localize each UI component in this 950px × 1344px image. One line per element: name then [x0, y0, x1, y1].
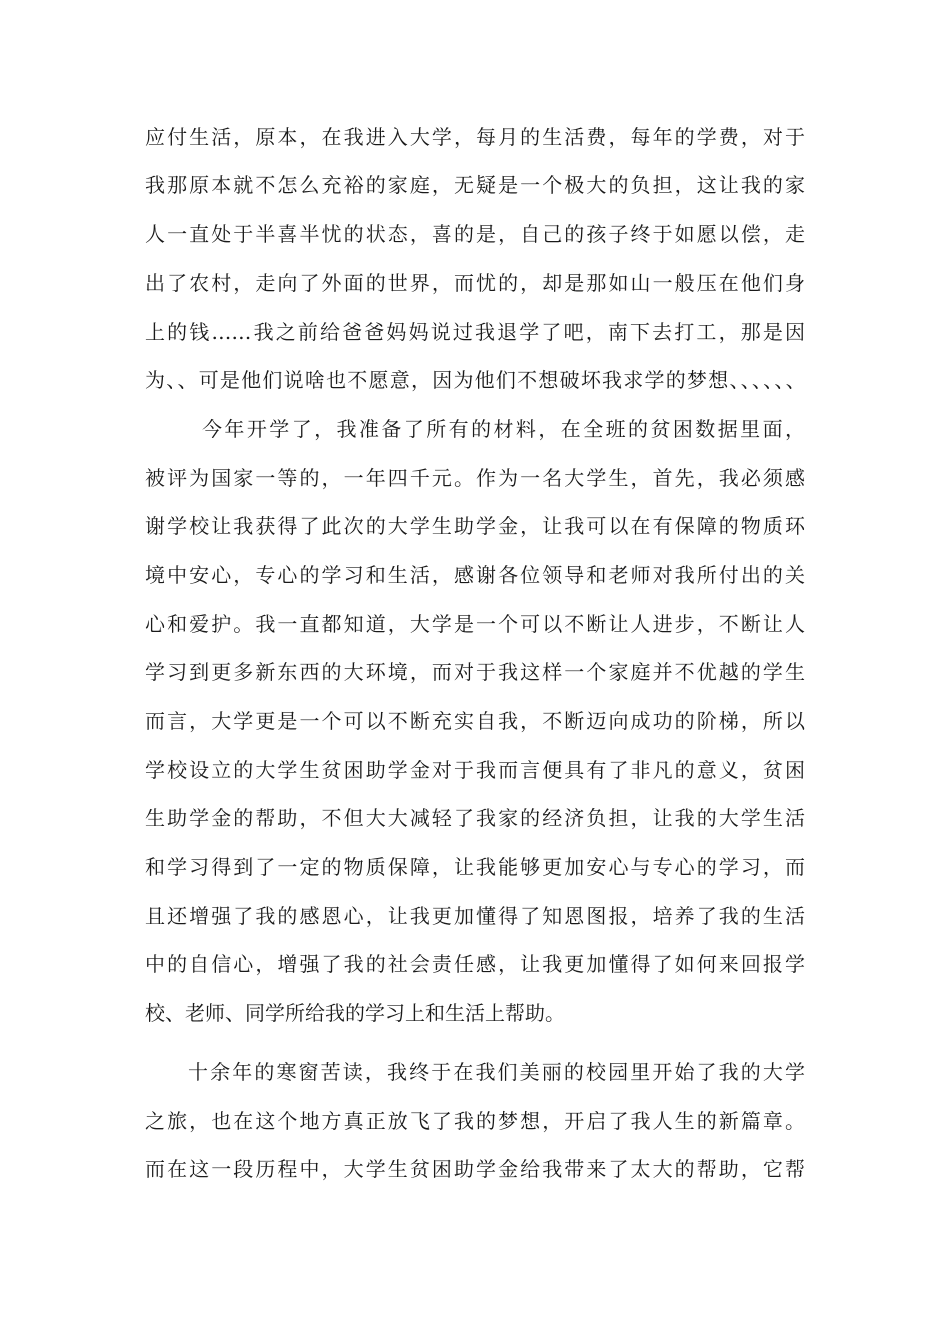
text-line: 上的钱……我之前给爸爸妈妈说过我退学了吧，南下去打工，那是因	[145, 320, 805, 344]
paragraph-end-line: 校、老师、同学所给我的学习上和生活上帮助。	[145, 1001, 565, 1025]
text-line: 学习到更多新东西的大环境，而对于我这样一个家庭并不优越的学生	[145, 660, 805, 684]
text-line: 中的自信心，增强了我的社会责任感，让我更加懂得了如何来回报学	[145, 952, 805, 976]
paragraph-start-line: 今年开学了，我准备了所有的材料，在全班的贫困数据里面，	[202, 417, 805, 441]
text-line: 心和爱护。我一直都知道，大学是一个可以不断让人进步，不断让人	[145, 612, 805, 636]
text-line: 学校设立的大学生贫困助学金对于我而言便具有了非凡的意义，贫困	[145, 758, 805, 782]
text-line: 我那原本就不怎么充裕的家庭，无疑是一个极大的负担，这让我的家	[145, 173, 805, 197]
text-line: 境中安心，专心的学习和生活，感谢各位领导和老师对我所付出的关	[145, 563, 805, 587]
text-line: 生助学金的帮助，不但大大减轻了我家的经济负担，让我的大学生活	[145, 806, 805, 830]
text-line: 谢学校让我获得了此次的大学生助学金，让我可以在有保障的物质环	[145, 514, 805, 538]
text-line: 人一直处于半喜半忧的状态，喜的是，自己的孩子终于如愿以偿，走	[145, 222, 805, 246]
text-line: 被评为国家一等的，一年四千元。作为一名大学生，首先，我必须感	[145, 466, 805, 490]
text-line: 而言，大学更是一个可以不断充实自我，不断迈向成功的阶梯，所以	[145, 709, 805, 733]
paragraph-start-line: 十余年的寒窗苦读，我终于在我们美丽的校园里开始了我的大学	[188, 1060, 805, 1084]
text-line: 之旅，也在这个地方真正放飞了我的梦想，开启了我人生的新篇章。	[145, 1109, 805, 1133]
text-line: 和学习得到了一定的物质保障，让我能够更加安心与专心的学习，而	[145, 855, 805, 879]
text-line: 出了农村，走向了外面的世界，而忧的，却是那如山一般压在他们身	[145, 271, 805, 295]
text-line: 为、、可是他们说啥也不愿意，因为他们不想破坏我求学的梦想、、、、、、	[145, 368, 805, 392]
text-line: 而在这一段历程中，大学生贫困助学金给我带来了太大的帮助，它帮	[145, 1157, 805, 1181]
text-line: 应付生活，原本，在我进入大学，每月的生活费，每年的学费，对于	[145, 125, 805, 149]
text-line: 且还增强了我的感恩心，让我更加懂得了知恩图报，培养了我的生活	[145, 904, 805, 928]
